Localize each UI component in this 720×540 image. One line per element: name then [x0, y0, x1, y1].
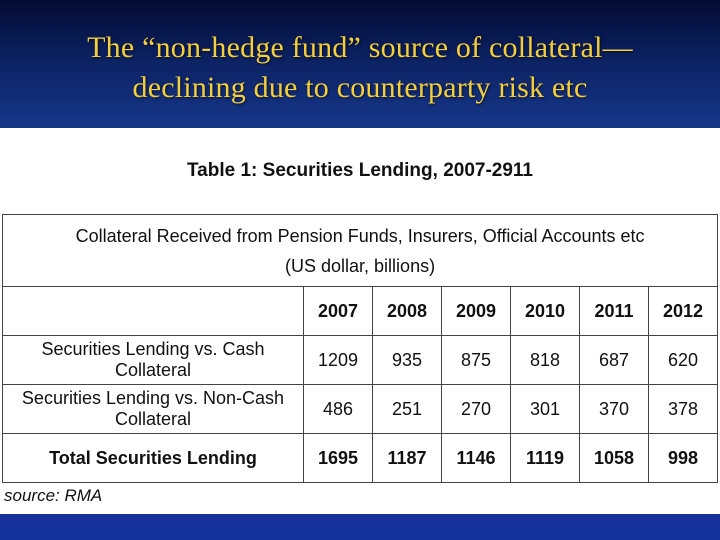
value-cell: 1209	[304, 336, 373, 385]
value-cell: 875	[442, 336, 511, 385]
securities-lending-table	[2, 214, 718, 483]
row-label: Total Securities Lending	[3, 434, 304, 483]
value-cell: 1119	[511, 434, 580, 483]
year-cell: 2011	[580, 287, 649, 336]
value-cell: 1695	[304, 434, 373, 483]
value-cell: 1146	[442, 434, 511, 483]
year-cell: 2008	[373, 287, 442, 336]
value-cell: 620	[649, 336, 718, 385]
year-cell: 2012	[649, 287, 718, 336]
table-row	[3, 336, 718, 385]
slide-title-line1: The “non-hedge fund” source of collateral—	[87, 31, 633, 64]
total-row	[3, 434, 718, 483]
slide-header	[0, 0, 720, 128]
row-label: Securities Lending vs. Cash Collateral	[3, 336, 304, 385]
year-cell: 2009	[442, 287, 511, 336]
value-cell: 935	[373, 336, 442, 385]
value-cell: 687	[580, 336, 649, 385]
value-cell: 1187	[373, 434, 442, 483]
table-header-line1: Collateral Received from Pension Funds, Insurers, Official Accounts etc	[75, 225, 645, 246]
slide-footer-bar	[0, 514, 720, 540]
source-note: source: RMA	[4, 486, 103, 505]
table-header-cell	[3, 215, 718, 287]
value-cell: 370	[580, 385, 649, 434]
row-label: Securities Lending vs. Non-Cash Collateral	[3, 385, 304, 434]
slide-title	[0, 28, 720, 108]
value-cell: 998	[649, 434, 718, 483]
value-cell: 270	[442, 385, 511, 434]
table-row	[3, 385, 718, 434]
year-cell: 2007	[304, 287, 373, 336]
year-header-row	[3, 287, 718, 336]
table-caption: Table 1: Securities Lending, 2007-2911	[186, 160, 534, 181]
value-cell: 1058	[580, 434, 649, 483]
empty-corner-cell	[3, 287, 304, 336]
slide-title-line2: declining due to counterparty risk etc	[132, 71, 588, 104]
year-cell: 2010	[511, 287, 580, 336]
value-cell: 251	[373, 385, 442, 434]
value-cell: 486	[304, 385, 373, 434]
value-cell: 301	[511, 385, 580, 434]
value-cell: 378	[649, 385, 718, 434]
table-header-line2: (US dollar, billions)	[285, 255, 436, 276]
value-cell: 818	[511, 336, 580, 385]
